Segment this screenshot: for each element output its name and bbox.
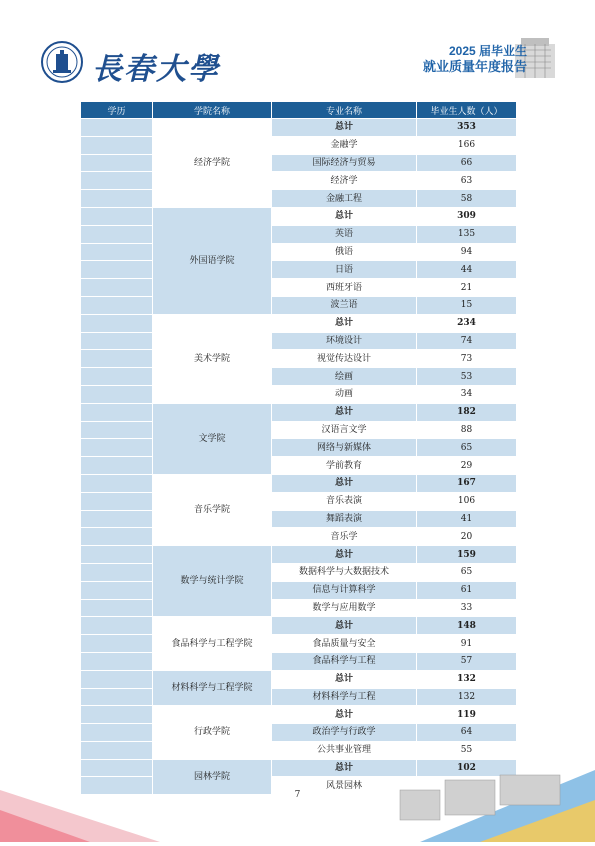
education-cell <box>81 581 153 599</box>
major-name-cell: 音乐学 <box>272 528 417 546</box>
major-name-cell: 舞蹈表演 <box>272 510 417 528</box>
table-row <box>81 207 517 225</box>
graduate-count-cell: 88 <box>417 421 517 439</box>
table-row <box>81 261 517 279</box>
major-name-cell: 网络与新媒体 <box>272 439 417 457</box>
education-cell <box>81 724 153 742</box>
graduate-count-cell: 53 <box>417 368 517 386</box>
major-name-cell: 绘画 <box>272 368 417 386</box>
table-row <box>81 581 517 599</box>
total-label-cell: 总计 <box>272 119 417 137</box>
education-cell <box>81 172 153 190</box>
table-row <box>81 350 517 368</box>
table-body <box>81 119 517 795</box>
graduate-count-cell: 73 <box>417 350 517 368</box>
total-count-cell: 159 <box>417 546 517 564</box>
graduate-count-cell: 20 <box>417 528 517 546</box>
major-name-cell: 数据科学与大数据技术 <box>272 563 417 581</box>
major-name-cell: 食品质量与安全 <box>272 635 417 653</box>
graduate-count-cell: 135 <box>417 225 517 243</box>
table-row <box>81 510 517 528</box>
college-name-cell: 美术学院 <box>153 314 272 403</box>
total-label-cell: 总计 <box>272 670 417 688</box>
graduate-count-cell: 66 <box>417 154 517 172</box>
table-row <box>81 670 517 688</box>
education-cell <box>81 528 153 546</box>
graduate-count-cell: 106 <box>417 492 517 510</box>
education-cell <box>81 510 153 528</box>
table-row <box>81 599 517 617</box>
table-row <box>81 688 517 706</box>
table-row <box>81 492 517 510</box>
major-name-cell: 材料科学与工程 <box>272 688 417 706</box>
graduate-count-cell: 74 <box>417 332 517 350</box>
major-name-cell: 英语 <box>272 225 417 243</box>
table-row <box>81 119 517 137</box>
graduate-count-cell: 58 <box>417 190 517 208</box>
education-cell <box>81 563 153 581</box>
total-count-cell: 119 <box>417 706 517 724</box>
total-label-cell: 总计 <box>272 546 417 564</box>
education-cell <box>81 706 153 724</box>
college-name-cell: 行政学院 <box>153 706 272 759</box>
education-cell <box>81 652 153 670</box>
table-row <box>81 368 517 386</box>
education-cell <box>81 599 153 617</box>
education-cell <box>81 154 153 172</box>
major-name-cell: 日语 <box>272 261 417 279</box>
college-name-cell: 文学院 <box>153 403 272 474</box>
table-row <box>81 279 517 297</box>
college-name-cell: 音乐学院 <box>153 474 272 545</box>
total-label-cell: 总计 <box>272 474 417 492</box>
table-header-row <box>81 102 517 119</box>
education-cell <box>81 492 153 510</box>
education-cell <box>81 688 153 706</box>
university-name-logo: 長春大學 <box>92 52 220 87</box>
major-name-cell: 动画 <box>272 385 417 403</box>
table-row <box>81 296 517 314</box>
graduates-table <box>80 101 517 795</box>
education-cell <box>81 439 153 457</box>
college-name-cell: 食品科学与工程学院 <box>153 617 272 670</box>
major-name-cell: 学前教育 <box>272 457 417 475</box>
table-row <box>81 474 517 492</box>
table-row <box>81 617 517 635</box>
table-row <box>81 172 517 190</box>
education-cell <box>81 635 153 653</box>
major-name-cell: 西班牙语 <box>272 279 417 297</box>
total-count-cell: 132 <box>417 670 517 688</box>
table-row <box>81 652 517 670</box>
table-row <box>81 706 517 724</box>
college-name-cell: 园林学院 <box>153 759 272 795</box>
education-cell <box>81 207 153 225</box>
college-name-cell: 经济学院 <box>153 119 272 208</box>
table-row <box>81 563 517 581</box>
graduate-count-cell: 34 <box>417 385 517 403</box>
major-name-cell: 风景园林 <box>272 777 417 795</box>
total-count-cell: 309 <box>417 207 517 225</box>
major-name-cell: 汉语言文学 <box>272 421 417 439</box>
education-cell <box>81 190 153 208</box>
graduate-count-cell: 63 <box>417 172 517 190</box>
column-header-education: 学历 <box>81 102 153 119</box>
report-name: 就业质量年度报告 <box>422 59 527 74</box>
table-row <box>81 136 517 154</box>
education-cell <box>81 474 153 492</box>
report-year: 2025 届毕业生 <box>448 44 527 58</box>
education-cell <box>81 385 153 403</box>
major-name-cell: 波兰语 <box>272 296 417 314</box>
graduate-count-cell: 15 <box>417 296 517 314</box>
education-cell <box>81 350 153 368</box>
table-row <box>81 385 517 403</box>
table-row <box>81 154 517 172</box>
major-name-cell: 经济学 <box>272 172 417 190</box>
major-name-cell: 国际经济与贸易 <box>272 154 417 172</box>
graduate-count-cell: 41 <box>417 510 517 528</box>
graduate-count-cell: 55 <box>417 741 517 759</box>
total-count-cell: 167 <box>417 474 517 492</box>
graduate-count-cell: 33 <box>417 599 517 617</box>
total-label-cell: 总计 <box>272 403 417 421</box>
education-cell <box>81 332 153 350</box>
graduate-count-cell: 91 <box>417 635 517 653</box>
university-emblem-icon <box>40 40 84 84</box>
total-label-cell: 总计 <box>272 706 417 724</box>
graduate-count-cell: 132 <box>417 688 517 706</box>
education-cell <box>81 403 153 421</box>
education-cell <box>81 119 153 137</box>
college-name-cell: 外国语学院 <box>153 207 272 314</box>
table-row <box>81 403 517 421</box>
page-number: 7 <box>294 790 301 800</box>
table-row <box>81 421 517 439</box>
table-row <box>81 190 517 208</box>
major-name-cell: 信息与计算科学 <box>272 581 417 599</box>
total-count-cell: 182 <box>417 403 517 421</box>
total-label-cell: 总计 <box>272 314 417 332</box>
graduate-count-cell: 44 <box>417 261 517 279</box>
report-title <box>423 44 527 76</box>
graduate-count-cell: 94 <box>417 243 517 261</box>
table-row <box>81 528 517 546</box>
education-cell <box>81 296 153 314</box>
table-row <box>81 439 517 457</box>
graduate-count-cell: 166 <box>417 136 517 154</box>
total-label-cell: 总计 <box>272 759 417 777</box>
graduate-count-cell: 65 <box>417 439 517 457</box>
table-row <box>81 225 517 243</box>
table-row <box>81 546 517 564</box>
total-count-cell: 148 <box>417 617 517 635</box>
graduate-count-cell: 29 <box>417 457 517 475</box>
table-row <box>81 332 517 350</box>
graduate-count-cell: 64 <box>417 724 517 742</box>
column-header-college: 学院名称 <box>153 102 272 119</box>
education-cell <box>81 279 153 297</box>
table-row <box>81 314 517 332</box>
table-row <box>81 457 517 475</box>
college-name-cell: 材料科学与工程学院 <box>153 670 272 706</box>
major-name-cell: 环境设计 <box>272 332 417 350</box>
education-cell <box>81 243 153 261</box>
education-cell <box>81 421 153 439</box>
education-cell <box>81 670 153 688</box>
major-name-cell: 公共事业管理 <box>272 741 417 759</box>
major-name-cell: 音乐表演 <box>272 492 417 510</box>
column-header-major: 专业名称 <box>272 102 417 119</box>
major-name-cell: 视觉传达设计 <box>272 350 417 368</box>
education-cell <box>81 457 153 475</box>
education-cell <box>81 225 153 243</box>
total-label-cell: 总计 <box>272 617 417 635</box>
total-label-cell: 总计 <box>272 207 417 225</box>
major-name-cell: 金融学 <box>272 136 417 154</box>
graduate-count-cell: 57 <box>417 652 517 670</box>
total-count-cell: 234 <box>417 314 517 332</box>
total-count-cell: 353 <box>417 119 517 137</box>
graduate-count-cell: 65 <box>417 563 517 581</box>
education-cell <box>81 314 153 332</box>
major-name-cell: 食品科学与工程 <box>272 652 417 670</box>
column-header-count: 毕业生人数（人） <box>417 102 517 119</box>
table-row <box>81 724 517 742</box>
education-cell <box>81 617 153 635</box>
major-name-cell: 俄语 <box>272 243 417 261</box>
major-name-cell: 金融工程 <box>272 190 417 208</box>
table-row <box>81 243 517 261</box>
total-count-cell: 102 <box>417 759 517 777</box>
graduate-count-cell: 61 <box>417 581 517 599</box>
graduate-count-cell: 21 <box>417 279 517 297</box>
major-name-cell: 政治学与行政学 <box>272 724 417 742</box>
education-cell <box>81 546 153 564</box>
major-name-cell: 数学与应用数学 <box>272 599 417 617</box>
college-name-cell: 数学与统计学院 <box>153 546 272 617</box>
university-logo <box>40 40 84 84</box>
table-row <box>81 635 517 653</box>
footer-decoration <box>0 750 595 846</box>
education-cell <box>81 368 153 386</box>
education-cell <box>81 261 153 279</box>
education-cell <box>81 136 153 154</box>
